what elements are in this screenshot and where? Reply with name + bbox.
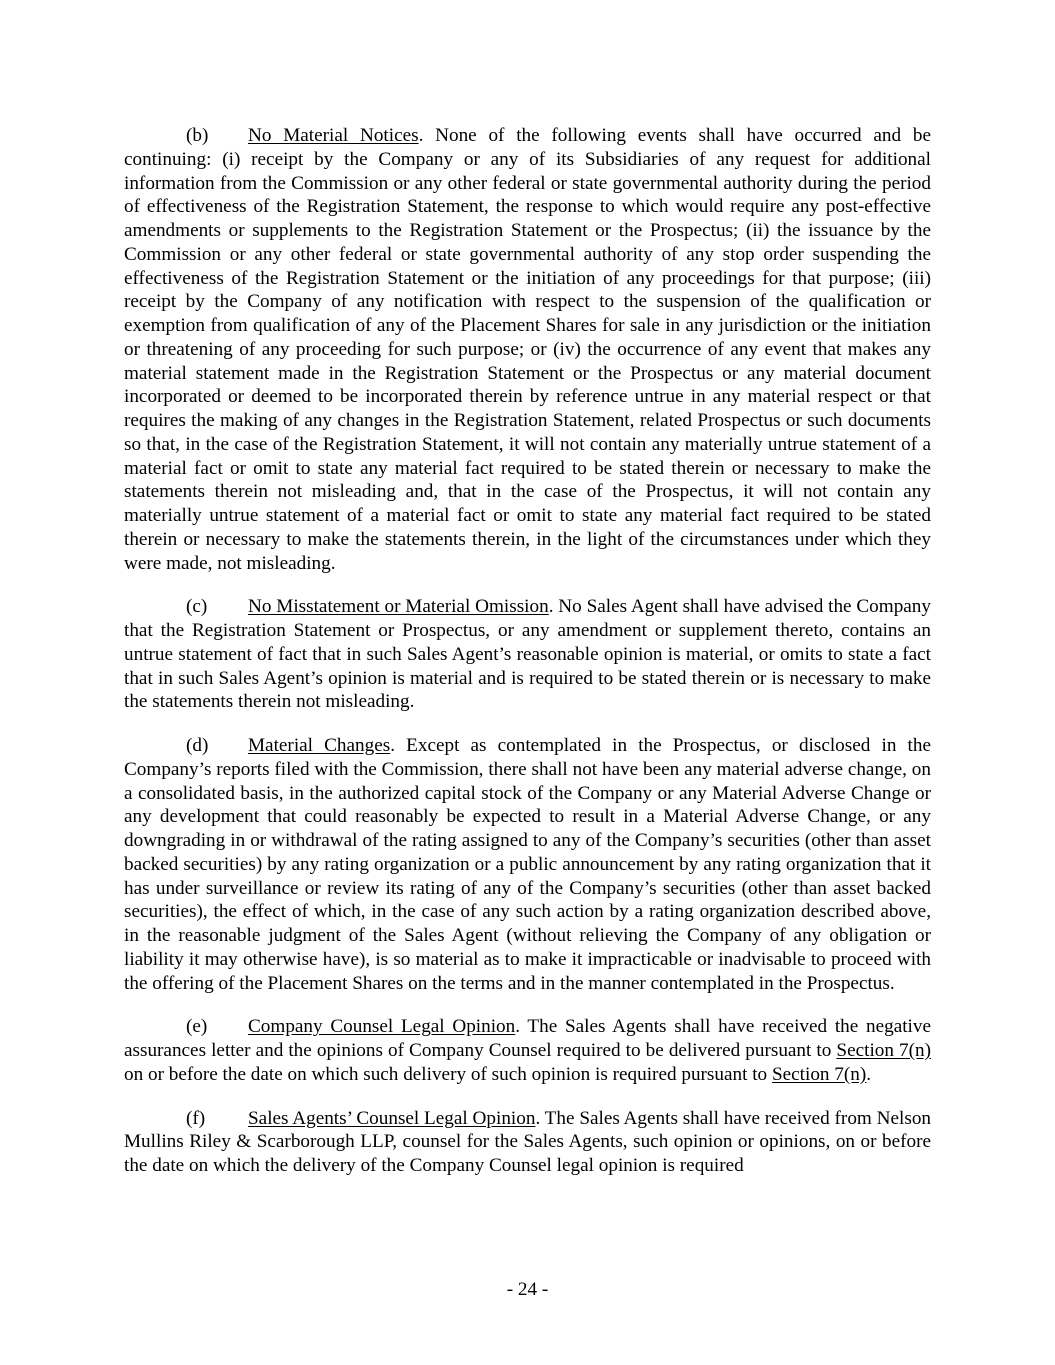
paragraph-label: (f) [186,1107,206,1129]
paragraph-text: . The Sales Agents shall have received from Nelson Mullins Riley & Scarborough LLP, counsel for the Sales Agents, such opinion or opinions, on or before the date on which the delivery of the Company Counsel legal opinion is required [124,1107,932,1176]
paragraph-label: (c) [186,596,208,618]
section-reference: Section 7(n) [836,1040,931,1061]
paragraph-label: (b) [186,125,209,146]
paragraph-heading: Company Counsel Legal Opinion [248,1016,516,1038]
page-number: - 24 - [506,1279,549,1300]
paragraph-heading: Sales Agents’ Counsel Legal Opinion [248,1107,536,1129]
paragraph-heading: No Material Notices [248,125,419,146]
paragraph-f [124,1107,931,1178]
paragraph-e [124,1015,931,1086]
paragraph-d [124,734,931,995]
paragraph-heading: Material Changes [248,735,391,756]
paragraph-b [124,124,931,575]
paragraph-heading: No Misstatement or Material Omission [248,596,549,618]
paragraph-text: on or before the date on which such delivery of such opinion is required pursuant to [124,1063,772,1085]
paragraph-text: . None of the following events shall have occurred and be continuing: (i) receipt by the Company or any of its Subsidiaries of any request for additional information from the Commission or any other federal or state governmental authority during the period of effectiveness of the Registration Statement, the response to which would require any post-effective amendments or supplements to the Registration Statement or the Prospectus; (ii) the issuance by the Commission or any other federal or state governmental authority of any stop order suspending the effectiveness of the Registration Statement or the initiation of any proceedings for that purpose; (iii) receipt by the Company of any notification with respect to the suspension of the qualification or exemption from qualification of any of the Placement Shares for sale in any jurisdiction or the initiation or threatening of any proceeding for such purpose; or (iv) the occurrence of any event that makes any material statement made in the Registration Statement or the Prospectus or any material document incorporated or deemed to be incorporated therein by reference untrue in any material respect or that requires the making of any changes in the Registration Statement, related Prospectus or such documents so that, in the case of the Registration Statement, it will not contain any materially untrue statement of a material fact or omit to state any material fact required to be stated therein or necessary to make the statements therein not misleading and, that in the case of the Prospectus, it will not contain any materially untrue statement of a material fact or omit to state any material fact required to be stated therein or necessary to make the statements therein, in the light of the circumstances under which they were made, not misleading. [124,125,931,574]
paragraph-text: . Except as contemplated in the Prospectus, or disclosed in the Company’s reports filed with the Commission, there shall not have been any material adverse change, on a consolidated basis, in the authorized capital stock of the Company or any Material Adverse Change or any development that could reasonably be expected to result in a Material Adverse Change, or any downgrading in or withdrawal of the rating assigned to any of the Company’s securities (other than asset backed securities) by any rating organization or a public announcement by any rating organization that it has under surveillance or review its rating of any of the Company’s securities (other than asset backed securities), the effect of which, in the case of any such action by a rating organization described above, in the reasonable judgment of the Sales Agent (without relieving the Company of any obligation or liability it may otherwise have), is so material as to make it impracticable or inadvisable to proceed with the offering of the Placement Shares on the terms and in the manner contemplated in the Prospectus. [124,735,931,994]
paragraph-text: . The Sales Agents shall have received the negative assurances letter and the opinions of Company Counsel required to be delivered pursuant to [124,1016,931,1061]
paragraph-c [124,595,931,714]
paragraph-text: . No Sales Agent shall have advised the Company that the Registration Statement or Prospectus, or any amendment or supplement thereto, contains an untrue statement of fact that in such Sales Agent’s reasonable opinion is material, or omits to state a fact that in such Sales Agent’s opinion is material and is required to be stated therein or is necessary to make the statements therein not misleading. [124,596,931,713]
paragraph-text: . [866,1063,872,1085]
paragraph-label: (d) [186,735,209,756]
section-reference: Section 7(n) [771,1063,867,1085]
document-page [124,124,931,1198]
paragraph-label: (e) [186,1016,208,1038]
